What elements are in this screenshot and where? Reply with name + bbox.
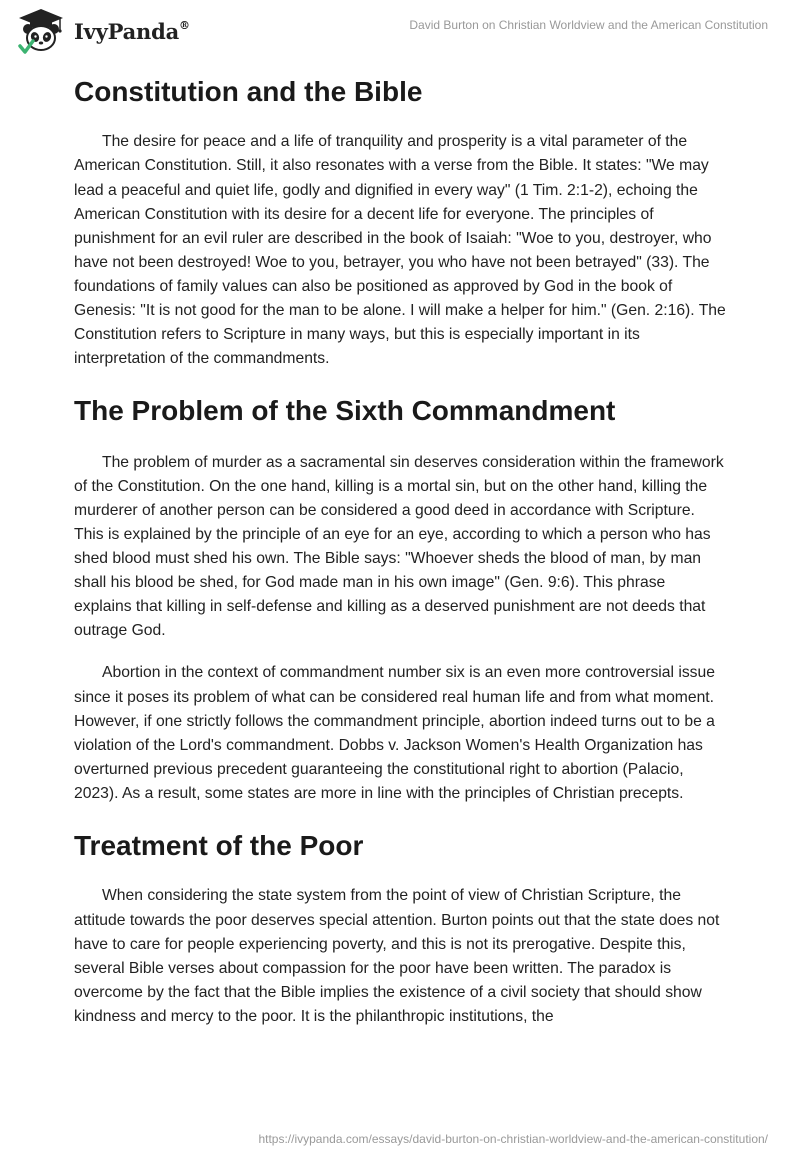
paragraph: The problem of murder as a sacramental sin deserves consideration within the framework of the Constitution. On the one hand, killing is a mortal sin, but on the other hand, killing the murderer of another person can be considered a good deed in accordance with Scripture. This is explained by the principle of an eye for an eye, according to which a person who has shed blood must shed his own. The Bible says: "Whoever sheds the blood of man, by man shall his blood be shed, for God made man in his own image" (Gen. 9:6). This phrase explains that killing in self-defense and killing as a deserved punishment are not deeds that outrage God. bbox=[74, 453, 724, 640]
panda-graduate-icon bbox=[16, 6, 66, 56]
paragraph: Abortion in the context of commandment number six is an even more controversial issue since it poses its problem of what can be considered real human life and from what moment. However, if one strictly follows the commandment principle, abortion indeed turns out to be a violation of the Lord's commandment. Dobbs v. Jackson Women's Health Organization has overturned previous precedent guaranteeing the constitutional right to abortion (Palacio, 2023). As a result, some states are more in line with the principles of Christian precepts. bbox=[74, 664, 715, 802]
brand-name bbox=[74, 19, 190, 44]
page-header bbox=[0, 0, 800, 62]
section-heading: Treatment of the Poor bbox=[74, 830, 364, 862]
section-heading: Constitution and the Bible bbox=[74, 76, 423, 107]
brand-text: IvyPanda bbox=[74, 18, 180, 44]
source-url[interactable]: https://ivypanda.com/essays/david-burton-on-christian-worldview-and-the-american-constitution/ bbox=[258, 1132, 768, 1146]
essay-content bbox=[74, 70, 726, 1029]
paragraph: When considering the state system from the point of view of Christian Scripture, the attitude towards the poor deserves special attention. Burton points out that the state does not have to care for people experiencing poverty, and this is not its prerogative. Despite this, several Bible verses about compassion for the poor have been written. The paradox is overcome by the fact that the Bible implies the existence of a civil society that should show kindness and mercy to the poor. It is the philanthropic institutions, the bbox=[74, 887, 720, 1025]
document-title: David Burton on Christian Worldview and the American Constitution bbox=[409, 18, 768, 32]
brand-logo[interactable] bbox=[16, 6, 190, 56]
registered-mark: ® bbox=[179, 18, 190, 32]
section-heading: The Problem of the Sixth Commandment bbox=[74, 395, 616, 427]
paragraph: The desire for peace and a life of tranquility and prosperity is a vital parameter of the American Constitution. Still, it also resonates with a verse from the Bible. It states: "We may lead a peaceful and quiet life, godly and dignified in every way" (1 Tim. 2:1-2), echoing the American Constitution with its desire for a decent life for everyone. The principles of punishment for an evil ruler are described in the book of Isaiah: "Woe to you, destroyer, who have not been destroyed! Woe to you, betrayer, you who have not been betrayed" (33). The foundations of family values can also be positioned as approved by God in the book of Genesis: "It is not good for the man to be alone. I will make a helper for him." (Gen. 2:16). The Constitution refers to Scripture in many ways, but this is especially important in its interpretation of the commandments. bbox=[74, 133, 726, 368]
